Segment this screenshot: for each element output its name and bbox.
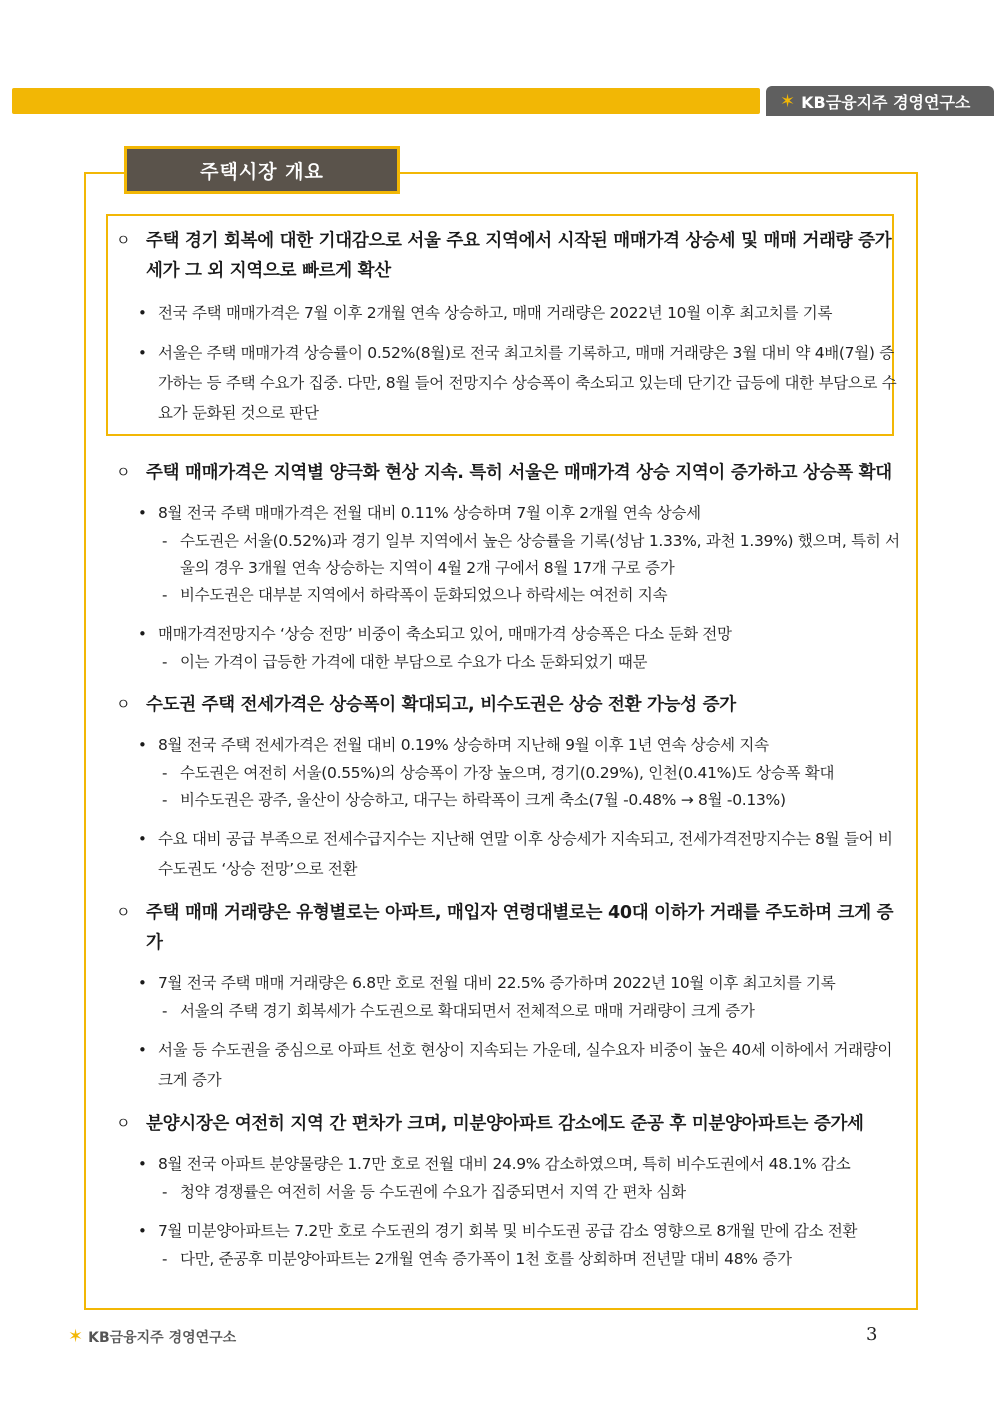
section (116, 690, 906, 884)
page-number: 3 (866, 1324, 878, 1345)
kb-star-icon: ✶ (780, 90, 796, 112)
dash-icon: - (162, 1002, 168, 1020)
bullet-text: 8월 전국 주택 매매가격은 전월 대비 0.11% 상승하며 7월 이후 2개월 연속 상승세 (158, 504, 701, 522)
section-heading: 주택 경기 회복에 대한 기대감으로 서울 주요 지역에서 시작된 매매가격 상승세 및 매매 거래량 증가세가 그 외 지역으로 빠르게 확산 (146, 231, 892, 281)
bullet-dot-icon: • (138, 1041, 147, 1059)
section (116, 898, 906, 1095)
bullet-item (138, 1035, 906, 1095)
section-heading-row (116, 898, 906, 958)
sub-bullet-item (162, 582, 906, 609)
sub-bullet-text: 수도권은 서울(0.52%)과 경기 일부 지역에서 높은 상승률을 기록(성남 1.33%, 과천 1.39%) 했으며, 특히 서울의 경우 3개월 연속 상승하는 지역이 4월 2개 구에서 8월 17개 구로 증가 (180, 532, 900, 577)
sub-bullet-text: 비수도권은 대부분 지역에서 하락폭이 둔화되었으나 하락세는 여전히 지속 (180, 586, 668, 604)
main-content (116, 226, 906, 1273)
sub-bullet-text: 비수도권은 광주, 울산이 상승하고, 대구는 하락폭이 크게 축소(7월 -0.48% → 8월 -0.13%) (180, 791, 786, 809)
bullet-item (138, 1216, 906, 1246)
circle-bullet-icon: ㅇ (116, 1114, 131, 1132)
bullet-dot-icon: • (138, 344, 147, 362)
sub-bullet-item (162, 760, 906, 787)
bullet-item (138, 338, 906, 428)
sub-bullet-item (162, 1179, 906, 1206)
section (116, 458, 906, 676)
sub-bullet-item (162, 787, 906, 814)
sub-bullet-text: 수도권은 여전히 서울(0.55%)의 상승폭이 가장 높으며, 경기(0.29%), 인천(0.41%)도 상승폭 확대 (180, 764, 835, 782)
bullet-text: 7월 미분양아파트는 7.2만 호로 수도권의 경기 회복 및 비수도권 공급 감소 영향으로 8개월 만에 감소 전환 (158, 1222, 858, 1240)
circle-bullet-icon: ㅇ (116, 695, 131, 713)
section-heading-row (116, 226, 906, 286)
bullet-text: 8월 전국 아파트 분양물량은 1.7만 호로 전월 대비 24.9% 감소하였으며, 특히 비수도권에서 48.1% 감소 (158, 1155, 851, 1173)
bullet-item (138, 298, 906, 328)
bullet-text: 서울은 주택 매매가격 상승률이 0.52%(8월)로 전국 최고치를 기록하고, 매매 거래량은 3월 대비 약 4배(7월) 증가하는 등 주택 수요가 집중. 다만, 8월 들어 전망지수 상승폭이 축소되고 있는데 단기간 급등에 대한 부담으로 수요가 둔화된 것으로 판단 (158, 344, 897, 422)
section (116, 1109, 906, 1273)
kb-star-icon: ✶ (68, 1326, 84, 1347)
circle-bullet-icon: ㅇ (116, 903, 131, 921)
bullet-item (138, 968, 906, 998)
section-heading: 주택 매매 거래량은 유형별로는 아파트, 매입자 연령대별로는 40대 이하가 거래를 주도하며 크게 증가 (146, 903, 894, 953)
dash-icon: - (162, 586, 168, 604)
section-heading: 수도권 주택 전세가격은 상승폭이 확대되고, 비수도권은 상승 전환 가능성 증가 (146, 695, 736, 715)
section-heading: 주택 매매가격은 지역별 양극화 현상 지속. 특히 서울은 매매가격 상승 지역이 증가하고 상승폭 확대 (146, 463, 892, 483)
sub-bullet-text: 다만, 준공후 미분양아파트는 2개월 연속 증가폭이 1천 호를 상회하며 전년말 대비 48% 증가 (180, 1250, 792, 1268)
section-heading-row (116, 1109, 906, 1139)
bullet-text: 전국 주택 매매가격은 7월 이후 2개월 연속 상승하고, 매매 거래량은 2022년 10월 이후 최고치를 기록 (158, 304, 833, 322)
bullet-text: 8월 전국 주택 전세가격은 전월 대비 0.19% 상승하며 지난해 9월 이후 1년 연속 상승세 지속 (158, 736, 769, 754)
circle-bullet-icon: ㅇ (116, 231, 131, 249)
footer-brand-label: KB금융지주 경영연구소 (88, 1329, 237, 1346)
bullet-dot-icon: • (138, 974, 147, 992)
section (116, 226, 906, 428)
bullet-dot-icon: • (138, 625, 147, 643)
page-title: 주택시장 개요 (200, 160, 324, 183)
bullet-item (138, 1149, 906, 1179)
section-title-tab (124, 146, 400, 194)
dash-icon: - (162, 532, 168, 550)
footer-brand (68, 1326, 236, 1347)
sub-bullet-item (162, 649, 906, 676)
sub-bullet-item (162, 1246, 906, 1273)
section-heading-row (116, 690, 906, 720)
bullet-dot-icon: • (138, 504, 147, 522)
bullet-dot-icon: • (138, 736, 147, 754)
bullet-dot-icon: • (138, 830, 147, 848)
bullet-dot-icon: • (138, 304, 147, 322)
circle-bullet-icon: ㅇ (116, 463, 131, 481)
section-heading: 분양시장은 여전히 지역 간 편차가 크며, 미분양아파트 감소에도 준공 후 미분양아파트는 증가세 (146, 1114, 864, 1134)
sub-bullet-text: 청약 경쟁률은 여전히 서울 등 수도권에 수요가 집중되면서 지역 간 편차 심화 (180, 1183, 686, 1201)
dash-icon: - (162, 764, 168, 782)
section-heading-row (116, 458, 906, 488)
bullet-text: 서울 등 수도권을 중심으로 아파트 선호 현상이 지속되는 가운데, 실수요자 비중이 높은 40세 이하에서 거래량이 크게 증가 (158, 1041, 893, 1089)
bullet-item (138, 730, 906, 760)
sub-bullet-text: 서울의 주택 경기 회복세가 수도권으로 확대되면서 전체적으로 매매 거래량이 크게 증가 (180, 1002, 755, 1020)
bullet-item (138, 619, 906, 649)
header-brand-label: KB금융지주 경영연구소 (801, 92, 971, 112)
dash-icon: - (162, 1183, 168, 1201)
dash-icon: - (162, 1250, 168, 1268)
bullet-text: 7월 전국 주택 매매 거래량은 6.8만 호로 전월 대비 22.5% 증가하며 2022년 10월 이후 최고치를 기록 (158, 974, 836, 992)
bullet-text: 매매가격전망지수 ‘상승 전망’ 비중이 축소되고 있어, 매매가격 상승폭은 다소 둔화 전망 (158, 625, 732, 643)
bullet-text: 수요 대비 공급 부족으로 전세수급지수는 지난해 연말 이후 상승세가 지속되고, 전세가격전망지수는 8월 들어 비수도권도 ‘상승 전망’으로 전환 (158, 830, 893, 878)
sub-bullet-item (162, 528, 906, 582)
bullet-item (138, 498, 906, 528)
bullet-item (138, 824, 906, 884)
sub-bullet-item (162, 998, 906, 1025)
header-brand (766, 86, 994, 116)
sub-bullet-text: 이는 가격이 급등한 가격에 대한 부담으로 수요가 다소 둔화되었기 때문 (180, 653, 648, 671)
header-accent-bar (12, 88, 760, 114)
bullet-dot-icon: • (138, 1222, 147, 1240)
dash-icon: - (162, 791, 168, 809)
bullet-dot-icon: • (138, 1155, 147, 1173)
dash-icon: - (162, 653, 168, 671)
